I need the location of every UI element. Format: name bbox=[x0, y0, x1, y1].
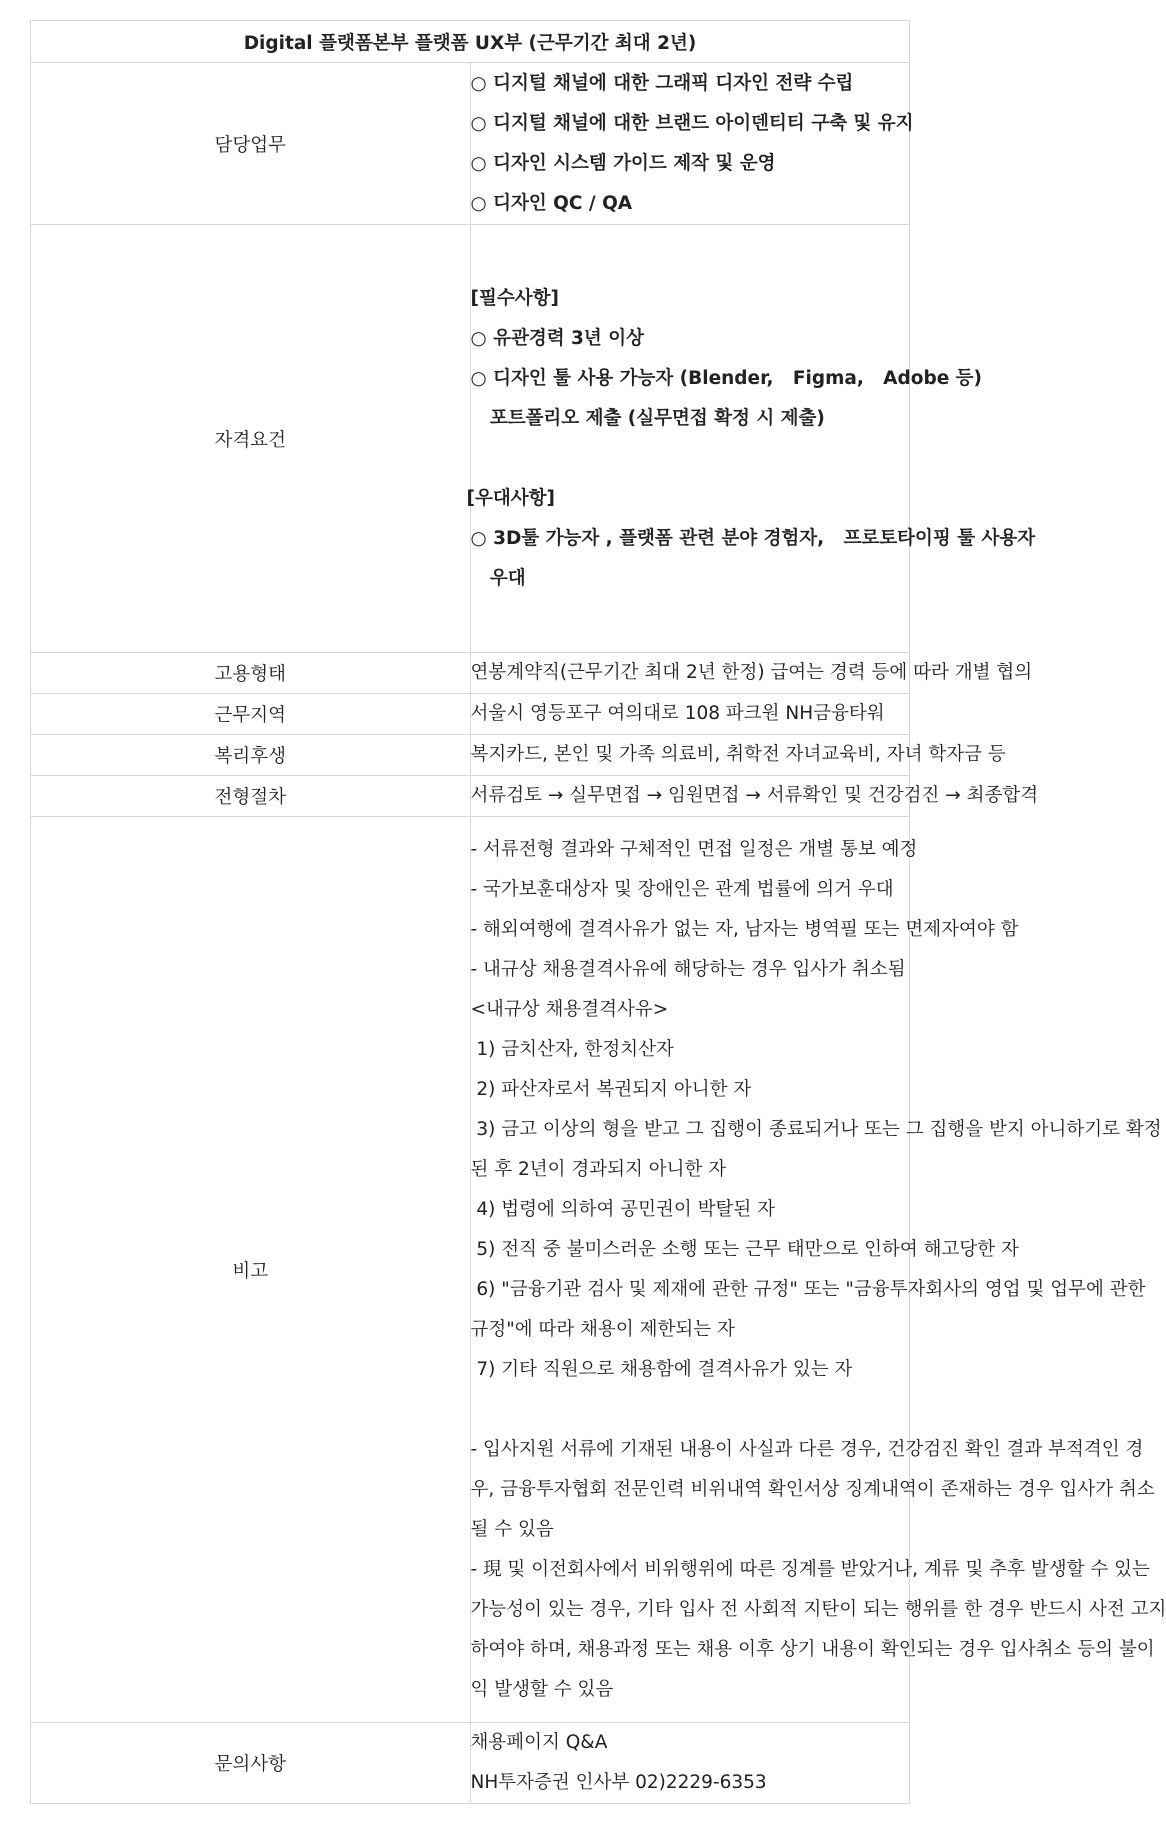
note-line bbox=[471, 1390, 910, 1430]
contact-phone: NH투자증권 인사부 02)2229-6353 bbox=[470, 1772, 767, 1793]
note-line: 3) 금고 이상의 형을 받고 그 집행이 종료되거나 또는 그 집행을 받지 아니하기로 확정 bbox=[470, 1118, 1162, 1140]
location-text: 서울시 영등포구 여의대로 108 파크원 NH금융타워 bbox=[470, 703, 885, 724]
note-line: 7) 기타 직원으로 채용함에 결격사유가 있는 자 bbox=[470, 1358, 853, 1380]
job-posting-table bbox=[30, 20, 1166, 1804]
notes-content bbox=[470, 817, 1166, 1723]
preferred-item: ○ 3D툴 가능자 , 플랫폼 관련 분야 경험자, 프로토타이핑 툴 사용자 bbox=[470, 527, 1036, 549]
duties-row bbox=[31, 63, 910, 225]
benefits-value bbox=[470, 735, 1006, 776]
employment-value bbox=[470, 653, 1033, 694]
process-value bbox=[470, 776, 1039, 817]
note-line: - 해외여행에 결격사유가 없는 자, 남자는 병역필 또는 면제자여야 함 bbox=[470, 918, 1019, 940]
process-row bbox=[31, 776, 910, 817]
notes-label: 비고 bbox=[31, 817, 471, 1723]
note-line: - 내규상 채용결격사유에 해당하는 경우 입사가 취소됨 bbox=[470, 958, 906, 980]
note-line: 가능성이 있는 경우, 기타 입사 전 사회적 지탄이 되는 행위를 한 경우 반드시 사전 고지 bbox=[470, 1598, 1166, 1620]
employment-row bbox=[31, 653, 910, 694]
contact-content bbox=[470, 1723, 910, 1804]
duty-item: ○ 디지털 채널에 대한 브랜드 아이덴티티 구축 및 유지 bbox=[470, 112, 914, 134]
note-line: 5) 전직 중 불미스러운 소행 또는 근무 태만으로 인하여 해고당한 자 bbox=[470, 1238, 1019, 1260]
preferred-heading: [우대사항] bbox=[466, 487, 555, 509]
duties-label: 담당업무 bbox=[31, 63, 471, 225]
contact-qa: 채용페이지 Q&A bbox=[470, 1732, 608, 1753]
benefits-text: 복지카드, 본인 및 가족 의료비, 취학전 자녀교육비, 자녀 학자금 등 bbox=[470, 744, 1006, 765]
note-line: 된 후 2년이 경과되지 아니한 자 bbox=[470, 1158, 727, 1180]
benefits-label: 복리후생 bbox=[31, 735, 471, 776]
preferred-item: 우대 bbox=[470, 567, 526, 589]
note-line: 6) "금융기관 검사 및 제재에 관한 규정" 또는 "금융투자회사의 영업 및 업무에 관한 bbox=[470, 1278, 1146, 1300]
employment-text: 연봉계약직(근무기간 최대 2년 한정) 급여는 경력 등에 따라 개별 협의 bbox=[470, 662, 1033, 683]
note-line: 하여야 하며, 채용과정 또는 채용 이후 상기 내용이 확인되는 경우 입사취소 등의 불이 bbox=[470, 1638, 1155, 1660]
note-line: 규정"에 따라 채용이 제한되는 자 bbox=[470, 1318, 735, 1340]
posting-title: Digital 플랫폼본부 플랫폼 UX부 (근무기간 최대 2년) bbox=[31, 21, 910, 63]
note-line: 될 수 있음 bbox=[470, 1518, 554, 1540]
qualifications-row bbox=[31, 225, 910, 653]
duties-content bbox=[470, 63, 914, 225]
duty-item: ○ 디자인 QC / QA bbox=[470, 192, 633, 214]
note-line: - 現 및 이전회사에서 비위행위에 따른 징계를 받았거나, 계류 및 추후 발생할 수 있는 bbox=[470, 1558, 1150, 1580]
spacer bbox=[471, 439, 910, 479]
required-item: 포트폴리오 제출 (실무면접 확정 시 제출) bbox=[470, 407, 825, 429]
notes-row bbox=[31, 817, 910, 1723]
note-line: <내규상 채용결격사유> bbox=[470, 998, 669, 1020]
process-label: 전형절차 bbox=[31, 776, 471, 817]
required-item: ○ 유관경력 3년 이상 bbox=[470, 327, 644, 349]
duty-item: ○ 디지털 채널에 대한 그래픽 디자인 전략 수립 bbox=[470, 72, 854, 94]
note-line: - 국가보훈대상자 및 장애인은 관계 법률에 의거 우대 bbox=[470, 878, 894, 900]
benefits-row bbox=[31, 735, 910, 776]
location-value bbox=[470, 694, 910, 735]
duty-item: ○ 디자인 시스템 가이드 제작 및 운영 bbox=[470, 152, 776, 174]
qualifications-content bbox=[466, 225, 1036, 653]
location-label: 근무지역 bbox=[31, 694, 471, 735]
note-line: 1) 금치산자, 한정치산자 bbox=[470, 1038, 674, 1060]
note-line: - 서류전형 결과와 구체적인 면접 일정은 개별 통보 예정 bbox=[470, 838, 918, 860]
contact-row bbox=[31, 1723, 910, 1804]
contact-label: 문의사항 bbox=[31, 1723, 471, 1804]
note-line: 우, 금융투자협회 전문인력 비위내역 확인서상 징계내역이 존재하는 경우 입사가 취소 bbox=[470, 1478, 1155, 1500]
required-item: ○ 디자인 툴 사용 가능자 (Blender, Figma, Adobe 등) bbox=[470, 367, 983, 389]
note-line: 4) 법령에 의하여 공민권이 박탈된 자 bbox=[470, 1198, 775, 1220]
employment-label: 고용형태 bbox=[31, 653, 471, 694]
location-row bbox=[31, 694, 910, 735]
required-heading: [필수사항] bbox=[470, 287, 559, 309]
note-line: 2) 파산자로서 복권되지 아니한 자 bbox=[470, 1078, 752, 1100]
note-line: 익 발생할 수 있음 bbox=[470, 1678, 614, 1700]
qualifications-label: 자격요건 bbox=[31, 225, 471, 653]
note-line: - 입사지원 서류에 기재된 내용이 사실과 다른 경우, 건강검진 확인 결과 부적격인 경 bbox=[470, 1438, 1144, 1460]
title-row bbox=[31, 21, 910, 63]
process-text: 서류검토 → 실무면접 → 임원면접 → 서류확인 및 건강검진 → 최종합격 bbox=[470, 785, 1039, 806]
